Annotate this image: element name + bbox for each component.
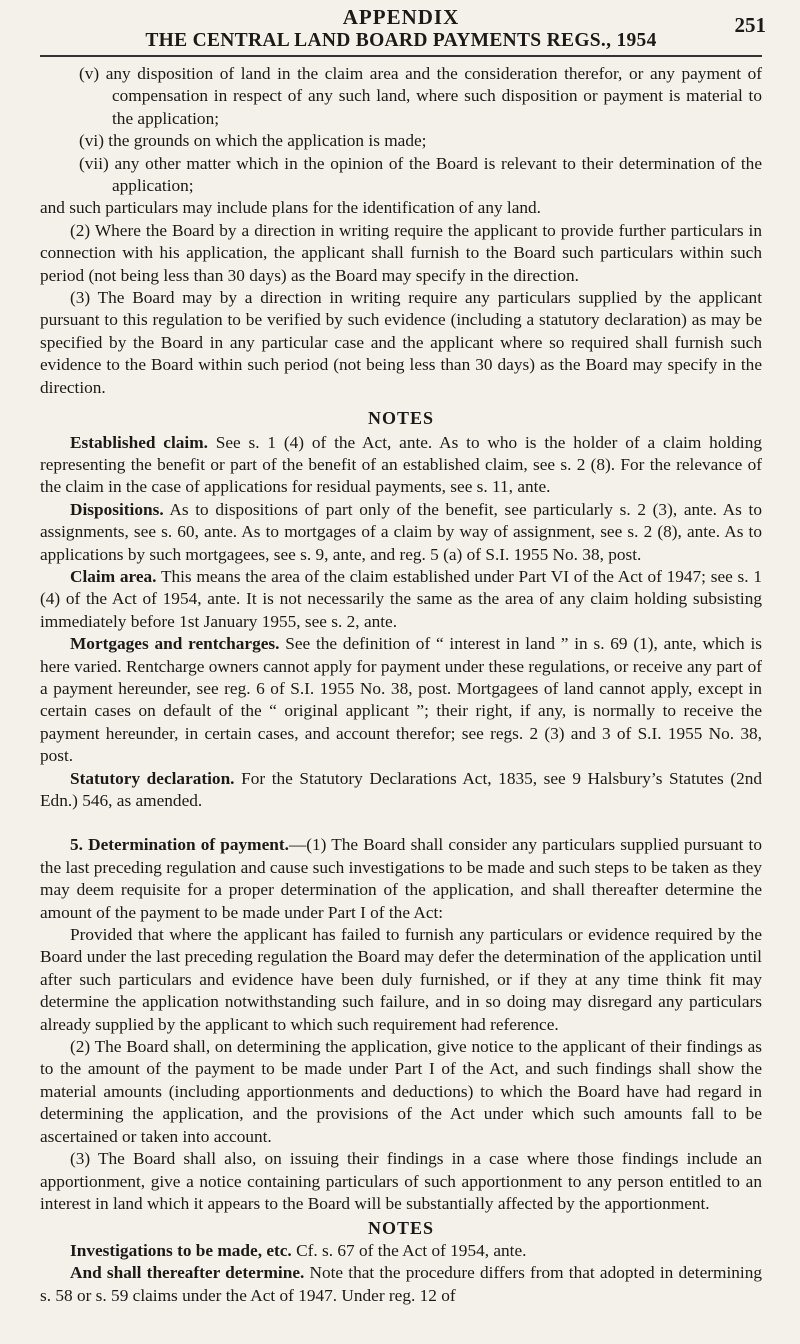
note-term: And shall thereafter determine. [70, 1263, 305, 1283]
list-item: (vi) the grounds on which the application is made; [79, 131, 427, 151]
book-page [0, 6, 800, 1344]
note-text: As to dispositions of part only of the benefit, see particularly s. 2 (3), ante. As to assignments, see s. 60, ante. As to mortgages of a claim by way of assignment, see s. 2 (8), ante. As to applications by such mortgagees, see s. 9, ante, and reg. 5 (a) of S.I. 1955 No. 38, post. [40, 499, 762, 564]
paragraph: Provided that where the applicant has failed to furnish any particulars or evidence required by the Board under the last preceding regulation the Board may defer the determination of the application until after such particulars and evidence have been duly furnished, or if they at any time think fit may determine the application notwithstanding such failure, and in so doing may disregard any particulars already supplied by the applicant to which such requirement had reference. [40, 925, 762, 1034]
note-paragraph [40, 1262, 762, 1307]
regulation-title: 5. Determination of payment. [70, 835, 289, 855]
notes-heading: NOTES [367, 408, 435, 429]
note-term: Claim area. [70, 566, 157, 586]
paragraph: and such particulars may include plans for the identification of any land. [40, 198, 541, 218]
running-head [40, 5, 766, 52]
note-paragraph [40, 432, 762, 499]
paragraph: (2) Where the Board by a direction in writing require the applicant to provide further particulars in connection with his application, the applicant shall furnish to the Board such particulars within such period (not being less than 30 days) as the Board may specify in the direction. [40, 220, 762, 285]
paragraph: (3) The Board shall also, on issuing their findings in a case where those findings include an apportionment, give a notice containing particulars of such apportionment to any person entitled to an interest in land which it appears to the Board will be substantially affected by the apportionment. [40, 1149, 762, 1213]
note-term: Dispositions. [70, 499, 164, 519]
note-text: Cf. s. 67 of the Act of 1954, ante. [291, 1240, 527, 1260]
note-paragraph [40, 499, 762, 566]
note-paragraph [40, 1240, 762, 1262]
notes-heading: NOTES [367, 1218, 435, 1239]
paragraph: (3) The Board may by a direction in writing require any particulars supplied by the applicant pursuant to this regulation to be verified by such evidence (including a statutory declaration) as may be specified by the Board in any particular case and the applicant where so required shall furnish such evidence to the Board within such period (not being less than 30 days) as the Board may specify in the direction. [40, 288, 762, 397]
note-text: See s. 1 (4) of the Act, ante. As to who is the holder of a claim holding representing the benefit or part of the benefit of an established claim, see s. 2 (8). For the relevance of the claim in the case of applications for residual payments, see s. 11, ante. [40, 432, 762, 497]
note-text: Note that the procedure differs from that adopted in determining s. 58 or s. 59 claims under the Act of 1947. Under reg. 12 of [40, 1263, 762, 1305]
regulation-text: —(1) The Board shall consider any particulars supplied pursuant to the last preceding regulation and cause such investigations to be made and such steps to be taken as they may deem requisite for a proper determination of the application, and shall thereafter determine the amount of the payment to be made under Part I of the Act: [40, 835, 763, 922]
note-term: Established claim. [70, 432, 208, 452]
section-gap [40, 812, 762, 834]
note-term: Mortgages and rentcharges. [70, 634, 280, 654]
running-head-title: THE CENTRAL LAND BOARD PAYMENTS REGS., 1954 [145, 30, 657, 51]
note-paragraph [40, 633, 762, 767]
paragraph: (2) The Board shall, on determining the application, give notice to the applicant of their findings as to the amount of the payment to be made under Part I of the Act, and such findings shall show the material amounts (including apportionments and deductions) to which the Board have had regard in determining the application, and the provisions of the Act under which such amounts fall to be ascertained or taken into account. [40, 1037, 762, 1146]
page-number: 251 [734, 13, 766, 37]
note-text: This means the area of the claim established under Part VI of the Act of 1947; see s. 1 (4) of the Act of 1954, ante. It is not necessarily the same as the area of any claim holding subsisting immediately before 1st January 1955, see s. 2, ante. [40, 566, 762, 631]
note-paragraph [40, 768, 762, 813]
note-term: Statutory declaration. [70, 768, 235, 788]
header-rule [40, 55, 762, 57]
note-text: See the definition of “ interest in land ” in s. 69 (1), ante, which is here varied. Rentcharge owners cannot apply for payment under these regulations, or receive any part of a payment hereunder, see reg. 6 of S.I. 1955 No. 38, post. Mortgagees of land cannot apply, except in certain cases on default of the “ original applicant ”; their right, if any, is normally to receive the payment hereunder, in certain cases, and account therefor; see regs. 2 (3) and 3 of S.I. 1955 No. 38, post. [40, 634, 762, 766]
note-paragraph [40, 566, 762, 633]
note-term: Investigations to be made, etc. [70, 1240, 292, 1260]
note-text: For the Statutory Declarations Act, 1835, see 9 Halsbury’s Statutes (2nd Edn.) 546, as amended. [40, 768, 763, 810]
list-item: (v) any disposition of land in the claim area and the consideration therefor, or any payment of compensation in respect of any such land, where such disposition or payment is material to the application; [79, 64, 762, 128]
list-item: (vii) any other matter which in the opinion of the Board is relevant to their determination of the application; [79, 153, 762, 196]
body-text [40, 63, 762, 1307]
regulation-5 [40, 834, 762, 924]
running-head-appendix: APPENDIX [342, 5, 460, 29]
